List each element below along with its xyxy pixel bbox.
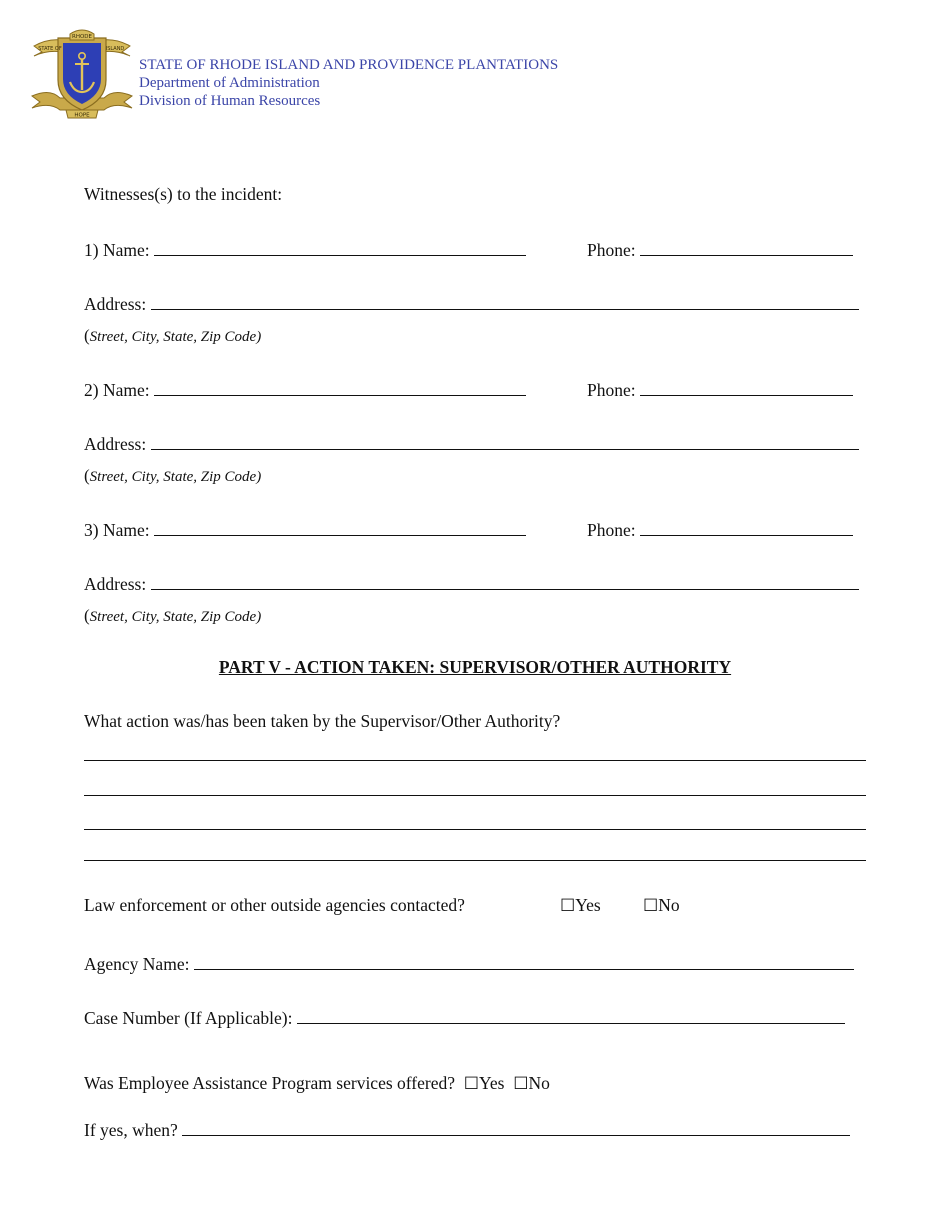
witness-2-address-label: Address: xyxy=(84,434,147,454)
rhode-island-seal-logo xyxy=(30,28,134,120)
eap-question: Was Employee Assistance Program services offered? xyxy=(84,1073,455,1093)
witness-2-address-row xyxy=(84,432,859,455)
witness-1-phone-row xyxy=(587,238,853,261)
agency-name-label: Agency Name: xyxy=(84,954,190,974)
witness-1-address-hint-text: Street, City, State, Zip Code) xyxy=(89,329,262,345)
witness-2-phone-row xyxy=(587,378,853,401)
law-enforcement-yes-label: Yes xyxy=(575,895,601,915)
case-number-field[interactable] xyxy=(297,1006,845,1024)
department-name: Department of Administration xyxy=(139,75,320,91)
seal-text-top: RHODE xyxy=(72,34,92,40)
witness-2-name-field[interactable] xyxy=(154,378,526,396)
law-enforcement-yes-option[interactable] xyxy=(560,895,601,916)
witness-2-address-hint: (Street, City, State, Zip Code) xyxy=(84,466,262,485)
law-enforcement-no-option[interactable] xyxy=(643,895,680,916)
eap-no-checkbox[interactable]: ☐ xyxy=(513,1074,529,1093)
action-answer-line-1[interactable] xyxy=(84,760,866,761)
witness-2-name-label: 2) Name: xyxy=(84,380,150,400)
witness-1-name-label: 1) Name: xyxy=(84,240,150,260)
witness-1-name-row xyxy=(84,238,526,261)
witness-3-name-field[interactable] xyxy=(154,518,526,536)
witness-1-address-label: Address: xyxy=(84,294,147,314)
part-v-heading: PART V - ACTION TAKEN: SUPERVISOR/OTHER AUTHORITY xyxy=(218,657,732,677)
if-yes-when-row xyxy=(84,1118,850,1141)
case-number-row xyxy=(84,1006,845,1029)
eap-row xyxy=(84,1073,550,1094)
agency-name-block xyxy=(139,56,659,110)
eap-yes-option[interactable] xyxy=(464,1073,505,1094)
witness-3-address-hint: (Street, City, State, Zip Code) xyxy=(84,606,262,625)
witness-3-name-label: 3) Name: xyxy=(84,520,150,540)
witness-1-address-hint: (Street, City, State, Zip Code) xyxy=(84,326,262,345)
witness-2-address-field[interactable] xyxy=(151,432,859,450)
if-yes-when-field[interactable] xyxy=(182,1118,850,1136)
witness-1-phone-field[interactable] xyxy=(640,238,853,256)
witness-3-phone-label: Phone: xyxy=(587,520,636,540)
law-enforcement-question: Law enforcement or other outside agencies contacted? xyxy=(84,895,465,915)
division-name: Division of Human Resources xyxy=(139,93,321,109)
witness-2-phone-field[interactable] xyxy=(640,378,853,396)
witness-3-address-label: Address: xyxy=(84,574,147,594)
if-yes-when-label: If yes, when? xyxy=(84,1120,178,1140)
eap-no-option[interactable] xyxy=(513,1073,550,1094)
law-enforcement-no-checkbox[interactable]: ☐ xyxy=(643,896,659,915)
action-answer-line-4[interactable] xyxy=(84,860,866,861)
seal-text-right: ISLAND xyxy=(105,46,125,52)
witness-2-name-row xyxy=(84,378,526,401)
state-name: STATE OF RHODE ISLAND AND PROVIDENCE PLANTATIONS xyxy=(139,57,559,73)
action-question: What action was/has been taken by the Supervisor/Other Authority? xyxy=(84,711,561,731)
eap-yes-label: Yes xyxy=(479,1073,505,1093)
action-answer-line-2[interactable] xyxy=(84,795,866,796)
agency-name-row xyxy=(84,952,854,975)
witnesses-intro: Witnesses(s) to the incident: xyxy=(84,184,283,204)
witness-3-address-row xyxy=(84,572,859,595)
witness-1-address-row xyxy=(84,292,859,315)
case-number-label: Case Number (If Applicable): xyxy=(84,1008,293,1028)
witness-2-phone-label: Phone: xyxy=(587,380,636,400)
action-answer-line-3[interactable] xyxy=(84,829,866,830)
seal-text-left: STATE OF xyxy=(38,46,62,52)
witness-1-address-field[interactable] xyxy=(151,292,859,310)
witness-3-phone-row xyxy=(587,518,853,541)
agency-name-field[interactable] xyxy=(194,952,854,970)
eap-yes-checkbox[interactable]: ☐ xyxy=(463,1074,479,1093)
witness-3-name-row xyxy=(84,518,526,541)
law-enforcement-yes-checkbox[interactable]: ☐ xyxy=(560,896,576,915)
witness-1-name-field[interactable] xyxy=(154,238,526,256)
law-enforcement-no-label: No xyxy=(658,895,680,915)
witness-2-address-hint-text: Street, City, State, Zip Code) xyxy=(89,469,262,485)
eap-no-label: No xyxy=(528,1073,550,1093)
seal-text-bottom: HOPE xyxy=(74,112,90,119)
witness-3-phone-field[interactable] xyxy=(640,518,853,536)
witness-3-address-field[interactable] xyxy=(151,572,859,590)
witness-1-phone-label: Phone: xyxy=(587,240,636,260)
witness-3-address-hint-text: Street, City, State, Zip Code) xyxy=(89,609,262,625)
